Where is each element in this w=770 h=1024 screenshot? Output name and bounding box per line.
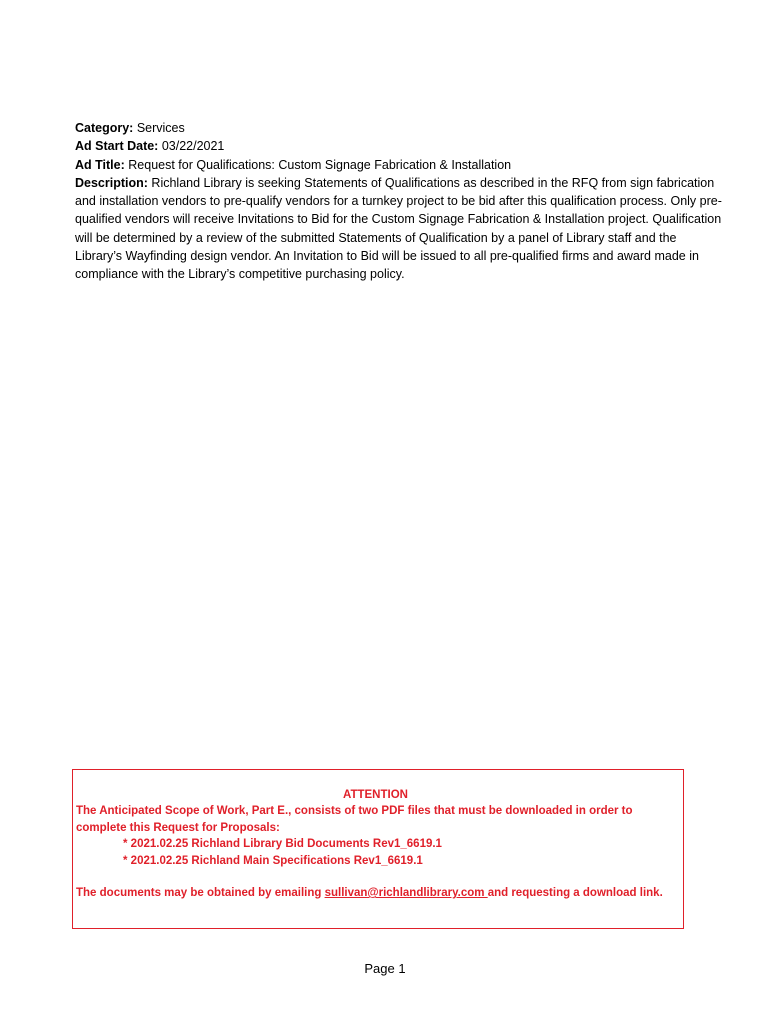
description-paragraph (75, 174, 725, 284)
contact-email-link[interactable]: sullivan@richlandlibrary.com (324, 887, 488, 900)
start-date-value: 03/22/2021 (161, 139, 225, 154)
contact-prefix: The documents may be obtained by emailing (76, 887, 325, 900)
ad-title-value: Request for Qualifications: Custom Signage Fabrication & Installation (128, 157, 512, 172)
required-file-item: * 2021.02.25 Richland Main Specifications Rev1_6619.1 (123, 854, 423, 867)
required-file-item: * 2021.02.25 Richland Library Bid Documents Rev1_6619.1 (123, 838, 442, 851)
category-value: Services (136, 121, 185, 135)
ad-title-label: Ad Title: (75, 157, 125, 172)
category-line (75, 119, 725, 137)
page-number: Page 1 (364, 961, 406, 976)
contact-suffix: and requesting a download link. (487, 887, 663, 900)
attention-heading: ATTENTION (343, 789, 408, 801)
category-label: Category: (75, 121, 134, 135)
required-files-list (76, 836, 675, 869)
description-value: Richland Library is seeking Statements of Qualifications as described in the RFQ from sign fabrication and installation vendors to pre-qualify vendors for a turnkey project to be bid after this qualification process. Only pre-qualified vendors will receive Invitations to Bid for the Custom Signage Fabrication & Installation project. Qualification will be determined by a review of the submitted Statements of Qualification by a panel of Library staff and the Library’s Wayfinding design vendor. An Invitation to Bid will be issued to all pre-qualified firms and award made in compliance with the Library’s competitive purchasing policy. (75, 175, 722, 282)
description-label: Description: (75, 175, 148, 190)
attention-notice-box (72, 769, 684, 929)
contact-instructions (76, 885, 675, 901)
scope-of-work-text: The Anticipated Scope of Work, Part E., consists of two PDF files that must be downloaded in order to complete this Request for Proposals: (76, 805, 633, 834)
start-date-label: Ad Start Date: (75, 139, 159, 154)
start-date-line (75, 137, 725, 155)
ad-title-line (75, 156, 725, 174)
ad-details (75, 119, 725, 284)
